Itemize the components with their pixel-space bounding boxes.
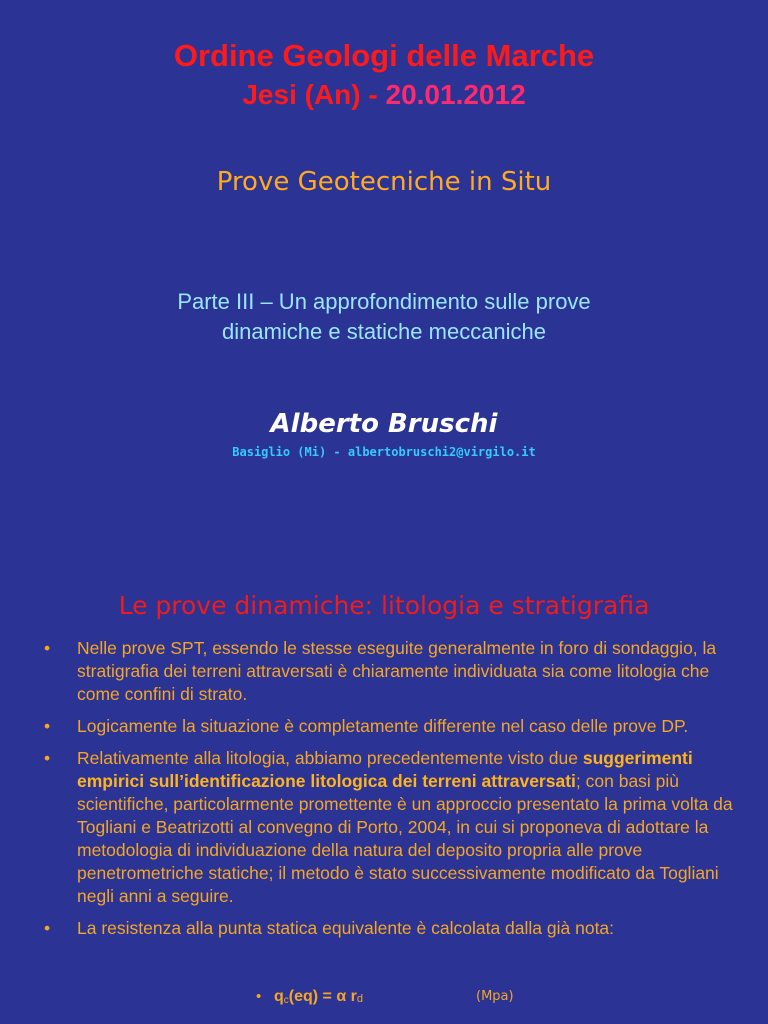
part-line-1: Parte III – Un approfondimento sulle prove: [177, 289, 591, 314]
bullet-text-pre: Relativamente alla litologia, abbiamo precedentemente visto due: [77, 748, 583, 768]
formula-expression: [274, 988, 363, 1005]
author-contact: Basiglio (Mi) - albertobruschi2@virgilo.it: [232, 445, 536, 459]
bullet-marker: •: [44, 748, 51, 768]
list-item: [44, 637, 734, 706]
formula-alpha: α: [336, 988, 347, 1005]
author-name: Alberto Bruschi: [270, 409, 498, 439]
formula-r-sub: d: [356, 993, 363, 1005]
event-place: Jesi (An) -: [242, 79, 386, 110]
bullet-marker: •: [44, 918, 51, 938]
bullet-text-bold: suggerimenti empirici sull’identificazione litologica dei terreni attraversati: [77, 748, 693, 791]
event-place-date: [0, 78, 768, 112]
bullet-text: Logicamente la situazione è completamente differente nel caso delle prove DP.: [77, 716, 689, 736]
bullet-text-post: ; con basi più scientifiche, particolarmente promettente è un approccio presentato la prima volta da Togliani e Beatrizotti al convegno di Porto, 2004, in cui si proponeva di adottare la metodologia di individuazione della natura del deposito propria alle prove penetrometriche statiche; il metodo è stato successivamente modificato da Togliani negli anni a seguire.: [77, 771, 733, 906]
part-heading: [0, 287, 768, 347]
formula: [256, 986, 514, 1012]
list-item: [44, 917, 734, 940]
presentation-title: Ordine Geologi delle Marche: [173, 38, 595, 73]
formula-eq: (eq) =: [288, 988, 337, 1005]
section-heading: Le prove dinamiche: litologia e stratigrafia: [118, 591, 650, 620]
bullet-marker: •: [256, 988, 262, 1005]
presentation-subtitle: Prove Geotecniche in Situ: [216, 167, 552, 197]
formula-q-sub: c: [283, 995, 289, 1006]
formula-r: r: [346, 988, 357, 1005]
bullet-text: Nelle prove SPT, essendo le stesse eseguite generalmente in foro di sondaggio, la stratigrafia dei terreni attraversati è chiaramente individuata sia come litologia che come confini di strato.: [77, 638, 717, 704]
event-date: 20.01.2012: [385, 79, 526, 110]
bullet-text: La resistenza alla punta statica equivalente è calcolata dalla già nota:: [77, 918, 615, 938]
list-item: [44, 747, 734, 908]
bullet-marker: •: [44, 716, 51, 736]
formula-unit: (Mpa): [476, 989, 514, 1004]
bullet-list: [44, 637, 734, 949]
formula-q: q: [274, 988, 284, 1005]
bullet-marker: •: [44, 638, 51, 658]
list-item: [44, 715, 734, 738]
part-line-2: dinamiche e statiche meccaniche: [221, 319, 547, 344]
